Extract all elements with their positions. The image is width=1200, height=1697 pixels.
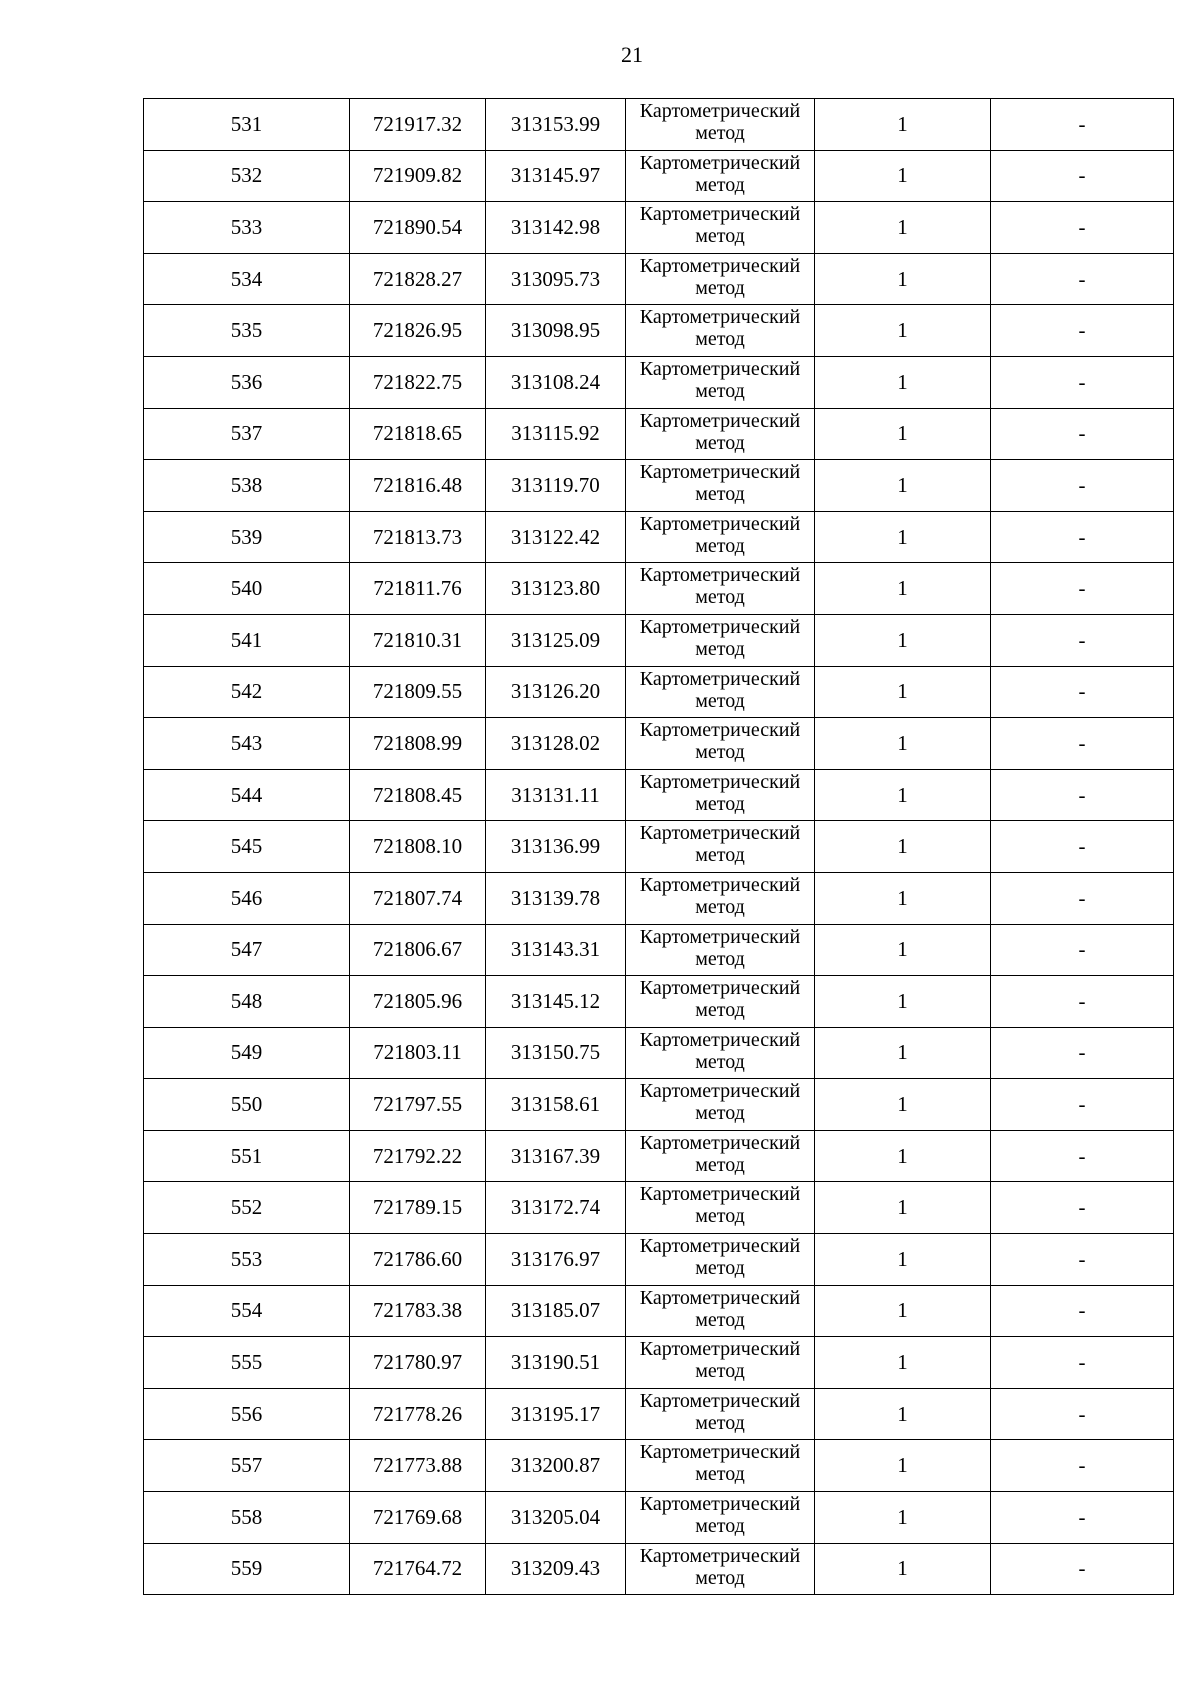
accuracy-cell: 1 (815, 1182, 991, 1234)
y-coordinate-cell: 313167.39 (486, 1130, 626, 1182)
accuracy-cell: 1 (815, 976, 991, 1028)
note-cell: - (991, 1182, 1174, 1234)
point-number-cell: 546 (144, 872, 350, 924)
x-coordinate-cell: 721797.55 (350, 1079, 486, 1131)
y-coordinate-cell: 313115.92 (486, 408, 626, 460)
x-coordinate-cell: 721764.72 (350, 1543, 486, 1595)
method-line-1: Картометрический (639, 770, 801, 793)
point-number-cell: 539 (144, 511, 350, 563)
accuracy-cell: 1 (815, 1543, 991, 1595)
y-coordinate-cell: 313172.74 (486, 1182, 626, 1234)
y-coordinate-cell: 313190.51 (486, 1337, 626, 1389)
note-cell: - (991, 305, 1174, 357)
x-coordinate-cell: 721816.48 (350, 460, 486, 512)
method-line-2: метод (695, 1102, 745, 1125)
method-cell (626, 1182, 815, 1234)
coordinates-table (143, 98, 1174, 1595)
accuracy-cell: 1 (815, 769, 991, 821)
y-coordinate-cell: 313145.12 (486, 976, 626, 1028)
note-cell: - (991, 1234, 1174, 1286)
y-coordinate-cell: 313195.17 (486, 1388, 626, 1440)
method-line-1: Картометрический (639, 873, 801, 896)
method-line-1: Картометрический (639, 1441, 801, 1464)
point-number-cell: 537 (144, 408, 350, 460)
y-coordinate-cell: 313158.61 (486, 1079, 626, 1131)
point-number-cell: 551 (144, 1130, 350, 1182)
y-coordinate-cell: 313153.99 (486, 99, 626, 151)
x-coordinate-cell: 721810.31 (350, 614, 486, 666)
x-coordinate-cell: 721808.10 (350, 821, 486, 873)
method-cell (626, 1543, 815, 1595)
accuracy-cell: 1 (815, 872, 991, 924)
note-cell: - (991, 563, 1174, 615)
method-line-1: Картометрический (639, 1131, 801, 1154)
method-line-1: Картометрический (639, 667, 801, 690)
method-line-1: Картометрический (639, 1080, 801, 1103)
note-cell: - (991, 460, 1174, 512)
method-line-1: Картометрический (639, 254, 801, 277)
note-cell: - (991, 511, 1174, 563)
method-line-2: метод (695, 1308, 745, 1331)
table-row (144, 1388, 1174, 1440)
table-row (144, 150, 1174, 202)
point-number-cell: 547 (144, 924, 350, 976)
method-cell (626, 356, 815, 408)
table-row (144, 1130, 1174, 1182)
method-line-1: Картометрический (639, 203, 801, 226)
point-number-cell: 548 (144, 976, 350, 1028)
method-cell (626, 1130, 815, 1182)
note-cell: - (991, 718, 1174, 770)
method-line-1: Картометрический (639, 1286, 801, 1309)
method-line-1: Картометрический (639, 719, 801, 742)
note-cell: - (991, 408, 1174, 460)
method-line-1: Картометрический (639, 151, 801, 174)
note-cell: - (991, 1285, 1174, 1337)
accuracy-cell: 1 (815, 1027, 991, 1079)
method-line-1: Картометрический (639, 977, 801, 1000)
table-row (144, 1492, 1174, 1544)
method-cell (626, 408, 815, 460)
method-line-1: Картометрический (639, 615, 801, 638)
method-line-2: метод (695, 689, 745, 712)
x-coordinate-cell: 721789.15 (350, 1182, 486, 1234)
table-row (144, 511, 1174, 563)
method-line-1: Картометрический (639, 512, 801, 535)
method-line-2: метод (695, 637, 745, 660)
point-number-cell: 555 (144, 1337, 350, 1389)
method-line-2: метод (695, 792, 745, 815)
x-coordinate-cell: 721805.96 (350, 976, 486, 1028)
accuracy-cell: 1 (815, 924, 991, 976)
point-number-cell: 544 (144, 769, 350, 821)
accuracy-cell: 1 (815, 305, 991, 357)
x-coordinate-cell: 721808.45 (350, 769, 486, 821)
method-line-2: метод (695, 1566, 745, 1589)
method-cell (626, 1079, 815, 1131)
table-row (144, 924, 1174, 976)
y-coordinate-cell: 313108.24 (486, 356, 626, 408)
accuracy-cell: 1 (815, 1440, 991, 1492)
method-line-2: метод (695, 225, 745, 248)
table-row (144, 1027, 1174, 1079)
note-cell: - (991, 1492, 1174, 1544)
note-cell: - (991, 99, 1174, 151)
method-cell (626, 1027, 815, 1079)
y-coordinate-cell: 313176.97 (486, 1234, 626, 1286)
accuracy-cell: 1 (815, 202, 991, 254)
x-coordinate-cell: 721783.38 (350, 1285, 486, 1337)
method-line-2: метод (695, 1515, 745, 1538)
method-line-1: Картометрический (639, 1389, 801, 1412)
table-row (144, 614, 1174, 666)
y-coordinate-cell: 313125.09 (486, 614, 626, 666)
method-line-1: Картометрический (639, 1235, 801, 1258)
x-coordinate-cell: 721806.67 (350, 924, 486, 976)
x-coordinate-cell: 721890.54 (350, 202, 486, 254)
y-coordinate-cell: 313119.70 (486, 460, 626, 512)
x-coordinate-cell: 721773.88 (350, 1440, 486, 1492)
table-row (144, 202, 1174, 254)
method-cell (626, 460, 815, 512)
method-cell (626, 821, 815, 873)
y-coordinate-cell: 313095.73 (486, 253, 626, 305)
method-cell (626, 202, 815, 254)
point-number-cell: 552 (144, 1182, 350, 1234)
y-coordinate-cell: 313150.75 (486, 1027, 626, 1079)
table-row (144, 1234, 1174, 1286)
accuracy-cell: 1 (815, 511, 991, 563)
table-row (144, 1285, 1174, 1337)
method-line-2: метод (695, 1360, 745, 1383)
accuracy-cell: 1 (815, 1234, 991, 1286)
y-coordinate-cell: 313136.99 (486, 821, 626, 873)
accuracy-cell: 1 (815, 253, 991, 305)
method-line-2: метод (695, 431, 745, 454)
method-line-2: метод (695, 483, 745, 506)
accuracy-cell: 1 (815, 150, 991, 202)
method-line-2: метод (695, 534, 745, 557)
method-cell (626, 1492, 815, 1544)
accuracy-cell: 1 (815, 614, 991, 666)
method-cell (626, 1388, 815, 1440)
point-number-cell: 536 (144, 356, 350, 408)
method-line-2: метод (695, 1205, 745, 1228)
table-row (144, 1182, 1174, 1234)
x-coordinate-cell: 721803.11 (350, 1027, 486, 1079)
point-number-cell: 558 (144, 1492, 350, 1544)
note-cell: - (991, 253, 1174, 305)
accuracy-cell: 1 (815, 1492, 991, 1544)
method-cell (626, 666, 815, 718)
accuracy-cell: 1 (815, 1130, 991, 1182)
note-cell: - (991, 1130, 1174, 1182)
method-line-2: метод (695, 586, 745, 609)
point-number-cell: 545 (144, 821, 350, 873)
x-coordinate-cell: 721813.73 (350, 511, 486, 563)
x-coordinate-cell: 721769.68 (350, 1492, 486, 1544)
note-cell: - (991, 202, 1174, 254)
point-number-cell: 556 (144, 1388, 350, 1440)
page-number: 21 (621, 42, 643, 67)
method-line-1: Картометрический (639, 1183, 801, 1206)
table-row (144, 253, 1174, 305)
x-coordinate-cell: 721792.22 (350, 1130, 486, 1182)
method-line-2: метод (695, 1050, 745, 1073)
accuracy-cell: 1 (815, 356, 991, 408)
x-coordinate-cell: 721909.82 (350, 150, 486, 202)
method-line-2: метод (695, 1411, 745, 1434)
method-line-2: метод (695, 947, 745, 970)
y-coordinate-cell: 313145.97 (486, 150, 626, 202)
point-number-cell: 554 (144, 1285, 350, 1337)
point-number-cell: 549 (144, 1027, 350, 1079)
table-row (144, 356, 1174, 408)
table-row (144, 769, 1174, 821)
point-number-cell: 553 (144, 1234, 350, 1286)
point-number-cell: 538 (144, 460, 350, 512)
y-coordinate-cell: 313209.43 (486, 1543, 626, 1595)
method-cell (626, 1285, 815, 1337)
method-line-1: Картометрический (639, 461, 801, 484)
table-row (144, 718, 1174, 770)
note-cell: - (991, 666, 1174, 718)
y-coordinate-cell: 313126.20 (486, 666, 626, 718)
x-coordinate-cell: 721778.26 (350, 1388, 486, 1440)
table-row (144, 1440, 1174, 1492)
method-cell (626, 924, 815, 976)
method-line-2: метод (695, 741, 745, 764)
table-row (144, 821, 1174, 873)
table-row (144, 305, 1174, 357)
point-number-cell: 557 (144, 1440, 350, 1492)
note-cell: - (991, 1388, 1174, 1440)
method-line-1: Картометрический (639, 1028, 801, 1051)
point-number-cell: 542 (144, 666, 350, 718)
accuracy-cell: 1 (815, 1285, 991, 1337)
y-coordinate-cell: 313143.31 (486, 924, 626, 976)
point-number-cell: 550 (144, 1079, 350, 1131)
note-cell: - (991, 1440, 1174, 1492)
method-line-1: Картометрический (639, 822, 801, 845)
table-row (144, 408, 1174, 460)
x-coordinate-cell: 721809.55 (350, 666, 486, 718)
x-coordinate-cell: 721780.97 (350, 1337, 486, 1389)
method-cell (626, 150, 815, 202)
note-cell: - (991, 614, 1174, 666)
method-line-1: Картометрический (639, 1493, 801, 1516)
note-cell: - (991, 821, 1174, 873)
method-line-1: Картометрический (639, 1544, 801, 1567)
method-cell (626, 1337, 815, 1389)
method-line-1: Картометрический (639, 1338, 801, 1361)
coordinates-table-body (144, 99, 1174, 1595)
point-number-cell: 535 (144, 305, 350, 357)
note-cell: - (991, 356, 1174, 408)
accuracy-cell: 1 (815, 1388, 991, 1440)
method-cell (626, 563, 815, 615)
method-cell (626, 253, 815, 305)
x-coordinate-cell: 721826.95 (350, 305, 486, 357)
method-cell (626, 872, 815, 924)
table-row (144, 1337, 1174, 1389)
note-cell: - (991, 1027, 1174, 1079)
table-row (144, 1543, 1174, 1595)
y-coordinate-cell: 313123.80 (486, 563, 626, 615)
method-line-2: метод (695, 1153, 745, 1176)
method-line-1: Картометрический (639, 306, 801, 329)
table-row (144, 99, 1174, 151)
x-coordinate-cell: 721811.76 (350, 563, 486, 615)
accuracy-cell: 1 (815, 821, 991, 873)
y-coordinate-cell: 313139.78 (486, 872, 626, 924)
method-cell (626, 614, 815, 666)
accuracy-cell: 1 (815, 1337, 991, 1389)
y-coordinate-cell: 313185.07 (486, 1285, 626, 1337)
method-line-2: метод (695, 276, 745, 299)
y-coordinate-cell: 313128.02 (486, 718, 626, 770)
method-line-2: метод (695, 844, 745, 867)
method-cell (626, 976, 815, 1028)
note-cell: - (991, 1543, 1174, 1595)
accuracy-cell: 1 (815, 666, 991, 718)
method-line-2: метод (695, 1257, 745, 1280)
method-cell (626, 769, 815, 821)
method-line-2: метод (695, 122, 745, 144)
table-row (144, 460, 1174, 512)
point-number-cell: 543 (144, 718, 350, 770)
y-coordinate-cell: 313098.95 (486, 305, 626, 357)
y-coordinate-cell: 313205.04 (486, 1492, 626, 1544)
x-coordinate-cell: 721818.65 (350, 408, 486, 460)
method-cell (626, 1234, 815, 1286)
note-cell: - (991, 976, 1174, 1028)
accuracy-cell: 1 (815, 408, 991, 460)
x-coordinate-cell: 721808.99 (350, 718, 486, 770)
point-number-cell: 559 (144, 1543, 350, 1595)
method-line-2: метод (695, 379, 745, 402)
table-row (144, 872, 1174, 924)
x-coordinate-cell: 721807.74 (350, 872, 486, 924)
point-number-cell: 534 (144, 253, 350, 305)
method-cell (626, 718, 815, 770)
method-line-2: метод (695, 173, 745, 196)
y-coordinate-cell: 313122.42 (486, 511, 626, 563)
y-coordinate-cell: 313142.98 (486, 202, 626, 254)
accuracy-cell: 1 (815, 460, 991, 512)
note-cell: - (991, 1337, 1174, 1389)
point-number-cell: 540 (144, 563, 350, 615)
table-row (144, 1079, 1174, 1131)
method-line-1: Картометрический (639, 925, 801, 948)
y-coordinate-cell: 313200.87 (486, 1440, 626, 1492)
table-row (144, 666, 1174, 718)
method-line-1: Картометрический (639, 564, 801, 587)
method-line-2: метод (695, 1463, 745, 1486)
x-coordinate-cell: 721917.32 (350, 99, 486, 151)
method-line-2: метод (695, 895, 745, 918)
point-number-cell: 531 (144, 99, 350, 151)
point-number-cell: 541 (144, 614, 350, 666)
method-line-2: метод (695, 999, 745, 1022)
note-cell: - (991, 1079, 1174, 1131)
table-row (144, 976, 1174, 1028)
x-coordinate-cell: 721822.75 (350, 356, 486, 408)
accuracy-cell: 1 (815, 718, 991, 770)
method-line-1: Картометрический (639, 100, 801, 122)
point-number-cell: 532 (144, 150, 350, 202)
method-cell (626, 511, 815, 563)
x-coordinate-cell: 721828.27 (350, 253, 486, 305)
point-number-cell: 533 (144, 202, 350, 254)
accuracy-cell: 1 (815, 1079, 991, 1131)
accuracy-cell: 1 (815, 99, 991, 151)
method-line-2: метод (695, 328, 745, 351)
note-cell: - (991, 769, 1174, 821)
method-cell (626, 305, 815, 357)
accuracy-cell: 1 (815, 563, 991, 615)
table-row (144, 563, 1174, 615)
method-line-1: Картометрический (639, 409, 801, 432)
note-cell: - (991, 872, 1174, 924)
method-line-1: Картометрический (639, 357, 801, 380)
note-cell: - (991, 924, 1174, 976)
method-cell (626, 99, 815, 151)
note-cell: - (991, 150, 1174, 202)
y-coordinate-cell: 313131.11 (486, 769, 626, 821)
x-coordinate-cell: 721786.60 (350, 1234, 486, 1286)
method-cell (626, 1440, 815, 1492)
